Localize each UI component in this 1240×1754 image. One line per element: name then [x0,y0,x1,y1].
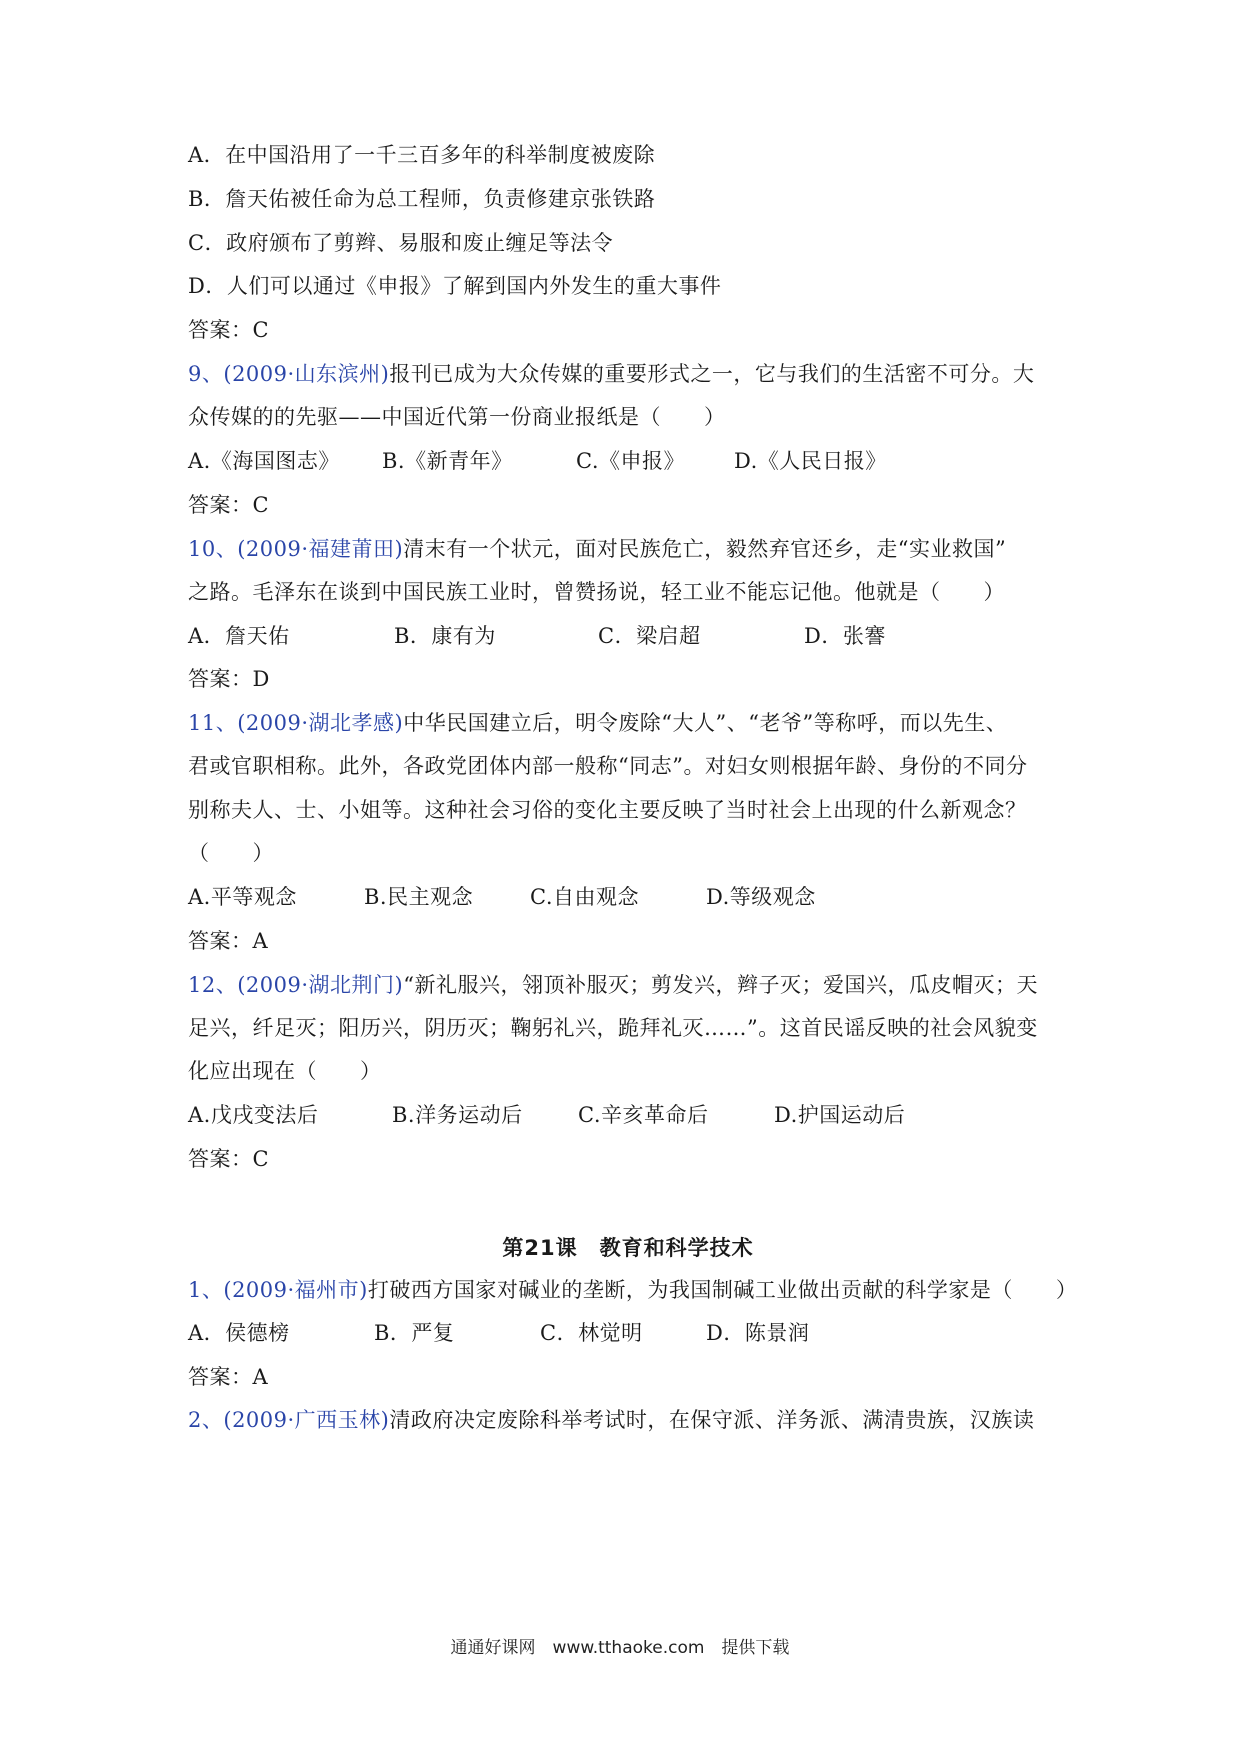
question-number: 9、 [188,362,224,386]
question-number: 11、 [188,711,238,735]
option-d: D.等级观念 [706,885,816,909]
option-a: A.戊戌变法后 [188,1103,319,1127]
lesson-title: 第21课 教育和科学技术 [502,1236,754,1260]
option-b: B.《新青年》 [382,449,513,473]
question-number: 12、 [188,973,238,997]
question-text: 打破西方国家对碱业的垄断，为我国制碱工业做出贡献的科学家是（ ） [367,1278,1078,1302]
question-source: (2009·湖北荆门) [237,973,404,997]
option-c: C.辛亥革命后 [578,1103,709,1127]
option-c: C．林觉明 [540,1321,643,1345]
question-text-line: 化应出现在（ ） [188,1059,382,1083]
page-footer: 通通好课网 www.tthaoke.com 提供下载 [450,1638,790,1658]
lesson-question-2 [188,1405,1034,1435]
question-number: 1、 [188,1278,224,1302]
question-source: (2009·福建莆田) [237,537,404,561]
question-source: (2009·广西玉林) [223,1408,390,1432]
option-d: D．陈景润 [706,1321,810,1345]
answer: 答案：A [188,1365,269,1389]
option-c: C.《申报》 [576,449,685,473]
option-d: D．张謇 [804,624,886,648]
question-source: (2009·湖北孝感) [237,711,404,735]
option-a: A．侯德榜 [188,1321,290,1345]
option-c: C．政府颁布了剪辫、易服和废止缠足等法令 [188,231,614,255]
option-b: B．严复 [374,1321,455,1345]
question-text: 清政府决定废除科举考试时，在保守派、洋务派、满清贵族，汉族读 [389,1408,1035,1432]
answer: 答案：C [188,1147,270,1171]
question-12 [188,970,1038,1000]
question-text-line: 足兴，纤足灭；阳历兴，阴历灭；鞠躬礼兴，跪拜礼灭……”。这首民谣反映的社会风貌变 [188,1016,1038,1040]
option-d: D．人们可以通过《申报》了解到国内外发生的重大事件 [188,274,722,298]
option-a: A.平等观念 [188,885,297,909]
option-d: D.护国运动后 [774,1103,906,1127]
answer: 答案：A [188,929,269,953]
question-11 [188,708,1007,738]
lesson-question-1 [188,1275,1077,1305]
option-d: D.《人民日报》 [734,449,887,473]
question-text-line: 之路。毛泽东在谈到中国民族工业时，曾赞扬说，轻工业不能忘记他。他就是（ ） [188,580,1005,604]
document-page [188,0,1078,1754]
question-10 [188,534,1006,564]
question-source: (2009·山东滨州) [223,362,390,386]
question-number: 10、 [188,537,238,561]
question-text: 报刊已成为大众传媒的重要形式之一，它与我们的生活密不可分。大 [389,362,1035,386]
option-a: A.《海国图志》 [188,449,340,473]
option-c: C．梁启超 [598,624,701,648]
question-source: (2009·福州市) [223,1278,368,1302]
option-b: B．詹天佑被任命为总工程师，负责修建京张铁路 [188,187,656,211]
option-a: A．在中国沿用了一千三百多年的科举制度被废除 [188,143,656,167]
answer-blank: （ ） [188,841,274,865]
answer: 答案：D [188,667,270,691]
question-text: 清末有一个状元，面对民族危亡，毅然弃官还乡，走“实业救国” [403,537,1007,561]
question-9 [188,359,1034,389]
question-number: 2、 [188,1408,224,1432]
option-b: B.洋务运动后 [392,1103,523,1127]
question-text: 中华民国建立后，明令废除“大人”、“老爷”等称呼，而以先生、 [403,711,1008,735]
option-a: A．詹天佑 [188,624,290,648]
option-b: B．康有为 [394,624,496,648]
question-text-line: 众传媒的的先驱——中国近代第一份商业报纸是（ ） [188,405,726,429]
answer: 答案：C [188,493,270,517]
question-text-line: 别称夫人、士、小姐等。这种社会习俗的变化主要反映了当时社会上出现的什么新观念？ [188,798,1027,822]
question-text-line: 君或官职相称。此外，各政党团体内部一般称“同志”。对妇女则根据年龄、身份的不同分 [188,754,1028,778]
option-b: B.民主观念 [364,885,474,909]
answer: 答案：C [188,318,270,342]
option-c: C.自由观念 [530,885,639,909]
question-text: “新礼服兴，翎顶补服灭；剪发兴，辫子灭；爱国兴，瓜皮帽灭；天 [403,973,1038,997]
